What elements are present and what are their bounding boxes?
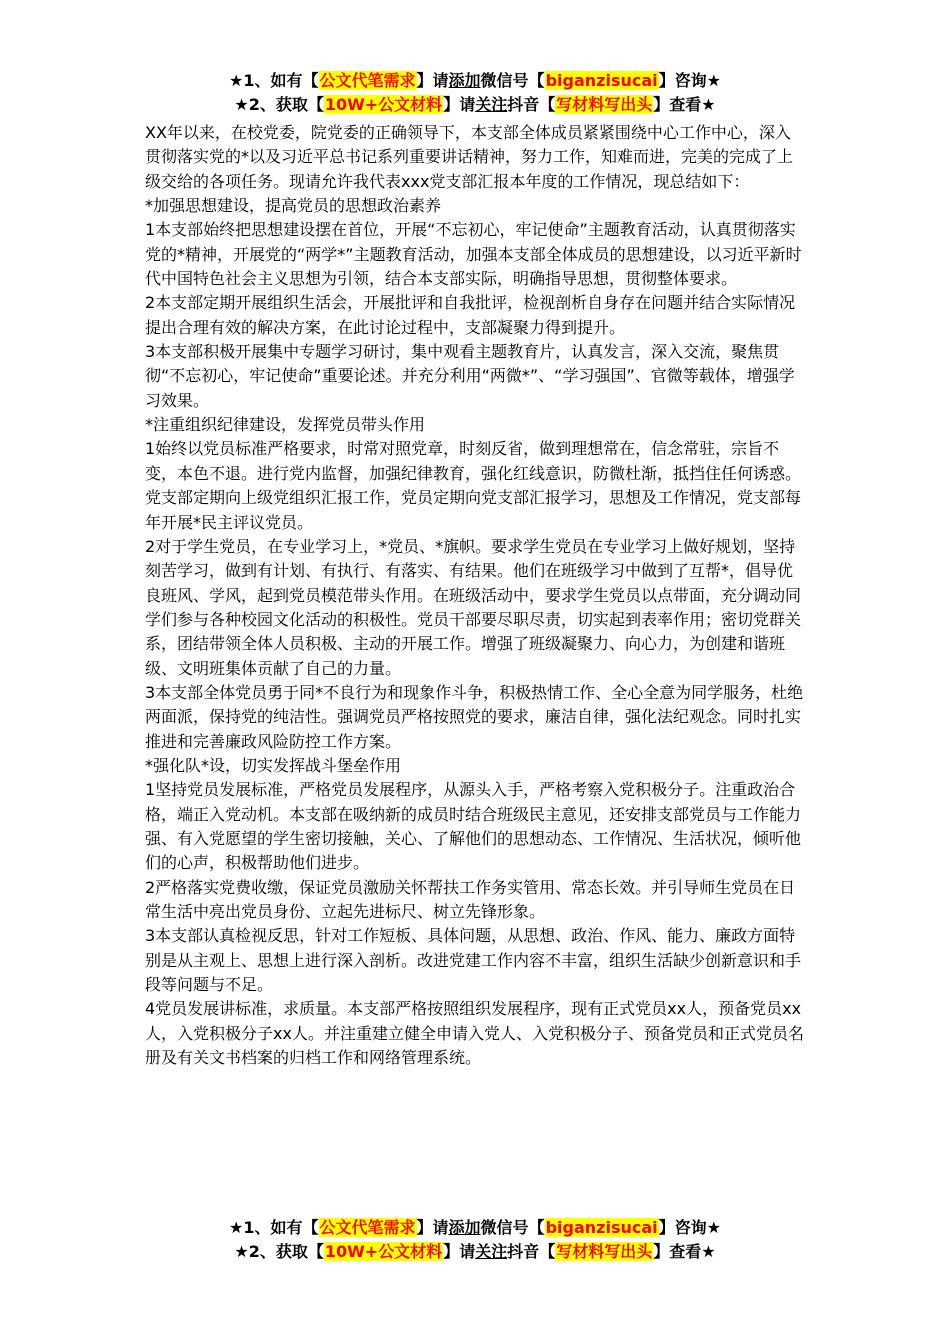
ad-line-follow: ★2、获取【10W+公文材料】请关注抖音【写材料写出头】查看★ xyxy=(234,95,716,114)
ad-underlined-text: 关注 xyxy=(475,95,508,114)
ad-highlight: 公文代笔需求 xyxy=(319,1218,416,1237)
intro-paragraph: XX年以来，在校党委，院党委的正确领导下，本支部全体成员紧紧围绕中心工作中心，深入贯彻落实党的*以及习近平总书记系列重要讲话精神，努力工作，知难而进，完美的完成了上级交给的各项任务。现请允许我代表xxx党支部汇报本年度的工作情况，现总结如下： xyxy=(145,123,794,191)
top-ad-block xyxy=(0,69,950,117)
bottom-ad-block xyxy=(0,1216,950,1264)
paragraph: 2本支部定期开展组织生活会，开展批评和自我批评，检视剖析自身存在问题并结合实际情况提出合理有效的解决方案，在此讨论过程中，支部凝聚力得到提升。 xyxy=(145,293,796,337)
ad-underlined-text: 关注 xyxy=(475,1242,508,1261)
wechat-id: biganzisucai xyxy=(545,1218,658,1237)
paragraph: 3本支部全体党员勇于同*不良行为和现象作斗争，积极热情工作、全心全意为同学服务，杜绝两面派，保持党的纯洁性。强调党员严格按照党的要求，廉洁自律，强化法纪观念。同时扎实推进和完善廉政风险防控工作方案。 xyxy=(145,682,804,751)
section-heading: *注重组织纪律建设，发挥党员带头作用 xyxy=(145,415,426,435)
ad-highlight: 10W+公文材料 xyxy=(324,95,443,114)
paragraph: 1本支部始终把思想建设摆在首位，开展“不忘初心，牢记使命”主题教育活动，认真贯彻落实党的*精神，开展党的“两学*”主题教育活动，加强本支部全体成员的思想建设，以习近平新时代中国特色社会主义思想为引领，结合本支部实际，明确指导思想，贯彻整体要求。 xyxy=(145,220,802,289)
star-glyph: ★ xyxy=(234,95,249,114)
paragraph: 3本支部积极开展集中专题学习研讨，集中观看主题教育片，认真发言，深入交流，聚焦贯彻“不忘初心，牢记使命”重要论述。并充分利用“两微*”、“学习强国”、官微等载体，增强学习效果。 xyxy=(145,342,795,410)
wechat-id: biganzisucai xyxy=(545,71,658,90)
star-glyph: ★ xyxy=(234,1242,249,1261)
ad-line-follow: ★2、获取【10W+公文材料】请关注抖音【写材料写出头】查看★ xyxy=(234,1242,716,1261)
paragraph: 1始终以党员标准严格要求，时常对照党章，时刻反省，做到理想常在，信念常驻，宗旨不变，本色不退。进行党内监督，加强纪律教育，强化红线意识，防微杜渐，抵挡住任何诱惑。党支部定期向上级党组织汇报工作，党员定期向党支部汇报学习，思想及工作情况，党支部每年开展*民主评议党员。 xyxy=(145,439,802,532)
document-body xyxy=(145,121,805,1070)
ad-highlight: 公文代笔需求 xyxy=(319,71,416,90)
paragraph: 2严格落实党费收缴，保证党员激励关怀帮扶工作务实管用、常态长效。并引导师生党员在日常生活中亮出党员身份、立起先进标尺、树立先锋形象。 xyxy=(145,877,796,921)
ad-underlined-text: 添加 xyxy=(448,71,481,90)
paragraph: 2对于学生党员，在专业学习上，*党员、*旗帜。要求学生党员在专业学习上做好规划，坚持刻苦学习，做到有计划、有执行、有落实、有结果。他们在班级学习中做到了互帮*，倡导优良班风、学风，起到党员模范带头作用。在班级活动中，要求学生党员以点带面，充分调动同学们参与各种校园文化活动的积极性。党员干部要尽职尽责，切实起到表率作用；密切党群关系，团结带领全体人员积极、主动的开展工作。增强了班级凝聚力、向心力，为创建和谐班级、文明班集体贡献了自己的力量。 xyxy=(145,536,802,678)
paragraph: 1坚持党员发展标准，严格党员发展程序，从源头入手，严格考察入党积极分子。注重政治合格，端正入党动机。本支部在吸纳新的成员时结合班级民主意见，还安排支部党员与工作能力强、有入党愿望的学生密切接触，关心、了解他们的思想动态、工作情况、生活状况，倾听他们的心声，积极帮助他们进步。 xyxy=(145,780,802,873)
section-heading: *加强思想建设，提高党员的思想政治素养 xyxy=(145,196,442,216)
ad-underlined-text: 添加 xyxy=(448,1218,481,1237)
douyin-account: 写材料写出头 xyxy=(556,1242,653,1261)
ad-line-consult: ★1、如有【公文代笔需求】请添加微信号【biganzisucai】咨询★ xyxy=(229,1218,721,1237)
ad-highlight: 10W+公文材料 xyxy=(324,1242,443,1261)
paragraph: 4党员发展讲标准，求质量。本支部严格按照组织发展程序，现有正式党员xx人，预备党员xx人，入党积极分子xx人。并注重建立健全申请入党人、入党积极分子、预备党员和正式党员名册及有关文书档案的归档工作和网络管理系统。 xyxy=(145,999,804,1068)
paragraph: 3本支部认真检视反思，针对工作短板、具体问题，从思想、政治、作风、能力、廉政方面特别是从主观上、思想上进行深入剖析。改进党建工作内容不丰富，组织生活缺少创新意识和手段等问题与不足。 xyxy=(145,926,802,995)
star-glyph: ★ xyxy=(229,1218,244,1237)
ad-line-consult: ★1、如有【公文代笔需求】请添加微信号【biganzisucai】咨询★ xyxy=(229,71,721,90)
douyin-account: 写材料写出头 xyxy=(556,95,653,114)
star-glyph: ★ xyxy=(229,71,244,90)
section-heading: *强化队*设，切实发挥战斗堡垒作用 xyxy=(145,755,402,775)
